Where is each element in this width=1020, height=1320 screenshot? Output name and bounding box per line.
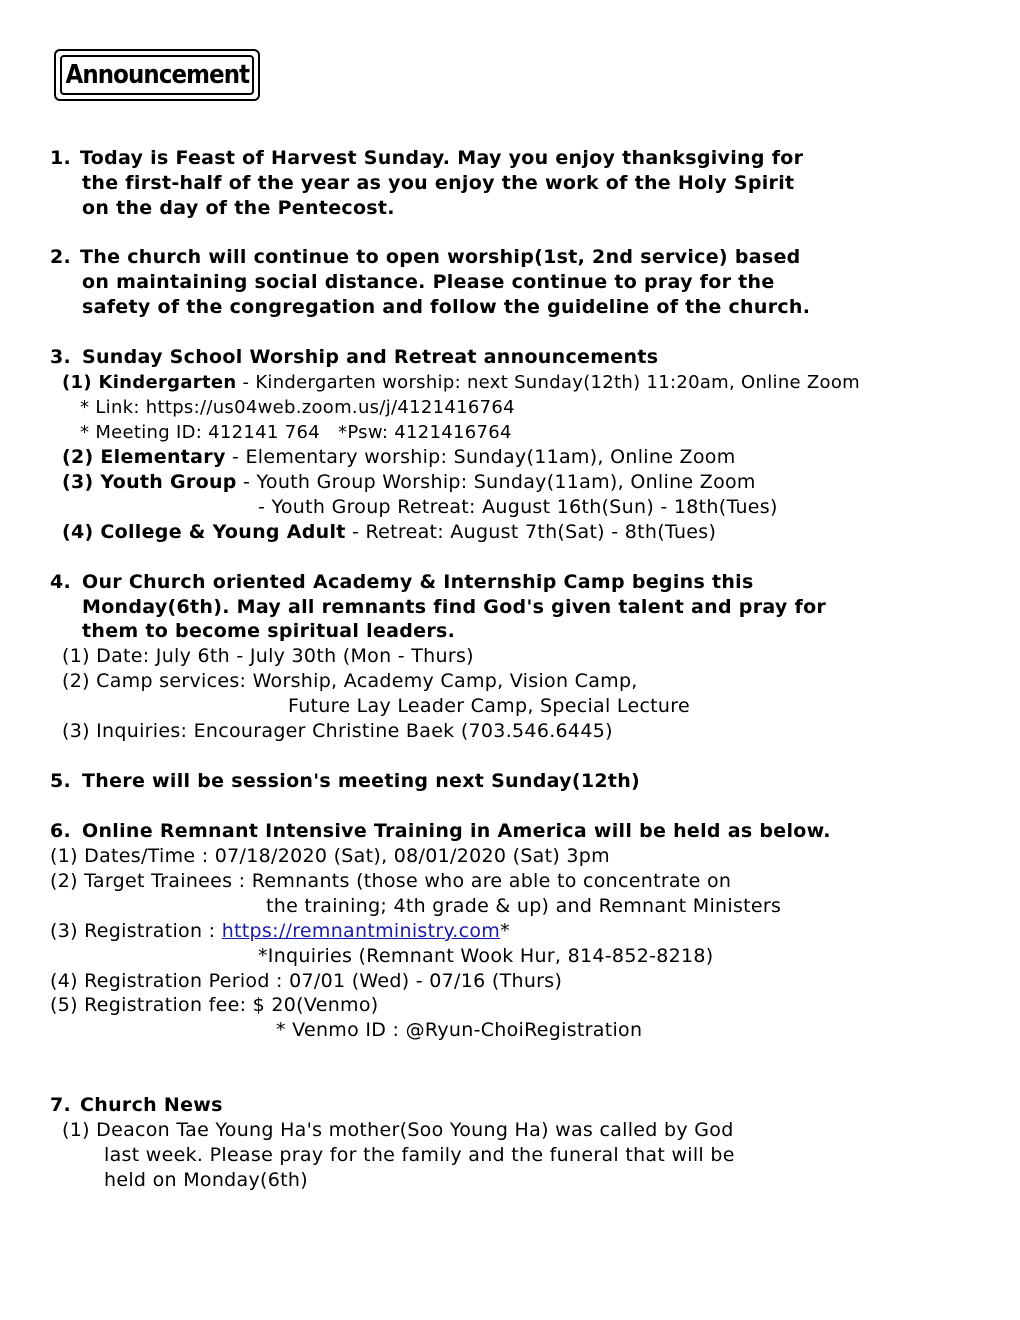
item-3-number: 3. xyxy=(50,346,72,368)
registration-label: (3) Registration : xyxy=(50,920,222,942)
camp-services-line-2: Future Lay Leader Camp, Special Lecture xyxy=(288,695,690,717)
item-7-heading: Church News xyxy=(80,1094,223,1116)
kindergarten-meeting-id-line: * Meeting ID: 412141 764 *Psw: 4121416764 xyxy=(80,422,512,443)
item-4-number: 4. xyxy=(50,571,72,593)
item-5-number: 5. xyxy=(50,770,72,792)
training-registration-line xyxy=(50,919,510,944)
training-trainees-line-2: the training; 4th grade & up) and Remnant Ministers xyxy=(266,895,782,917)
youth-retreat-line: - Youth Group Retreat: August 16th(Sun) - 18th(Tues) xyxy=(258,496,778,518)
kindergarten-line xyxy=(62,370,860,395)
kindergarten-link-line: * Link: https://us04web.zoom.us/j/4121416764 xyxy=(80,397,515,418)
training-dates-line: (1) Dates/Time : 07/18/2020 (Sat), 08/01/2020 (Sat) 3pm xyxy=(50,845,610,867)
item-7-number: 7. xyxy=(50,1094,72,1116)
page-title: Announcement xyxy=(65,60,249,90)
item-5-line-1: There will be session's meeting next Sunday(12th) xyxy=(82,770,641,792)
youth-line xyxy=(62,470,756,495)
item-2-line-2: on maintaining social distance. Please continue to pray for the xyxy=(82,271,775,293)
camp-inquiries-line: (3) Inquiries: Encourager Christine Baek (703.546.6445) xyxy=(62,720,613,742)
elementary-text: - Elementary worship: Sunday(11am), Online Zoom xyxy=(225,446,736,468)
item-4-line-2: Monday(6th). May all remnants find God's given talent and pray for xyxy=(82,596,827,618)
youth-label: (3) Youth Group xyxy=(62,471,237,493)
item-1-number: 1. xyxy=(50,147,72,169)
item-1-line-2: the first-half of the year as you enjoy the work of the Holy Spirit xyxy=(82,172,795,194)
announcement-title-box xyxy=(54,49,260,101)
college-line xyxy=(62,520,716,545)
item-4-line-3: them to become spiritual leaders. xyxy=(82,620,456,642)
church-news-line-2: last week. Please pray for the family and the funeral that will be xyxy=(104,1144,735,1166)
kindergarten-label: (1) Kindergarten xyxy=(62,372,237,393)
training-fee-line: (5) Registration fee: $ 20(Venmo) xyxy=(50,994,379,1016)
item-3-heading: Sunday School Worship and Retreat announcements xyxy=(82,346,659,368)
youth-text: - Youth Group Worship: Sunday(11am), Online Zoom xyxy=(236,471,756,493)
item-6-number: 6. xyxy=(50,820,72,842)
training-period-line: (4) Registration Period : 07/01 (Wed) - 07/16 (Thurs) xyxy=(50,970,563,992)
training-inquiries-line: *Inquiries (Remnant Wook Hur, 814-852-8218) xyxy=(258,945,714,967)
announcement-title-frame xyxy=(60,55,254,95)
item-6-line-1: Online Remnant Intensive Training in America will be held as below. xyxy=(82,820,831,842)
training-trainees-line: (2) Target Trainees : Remnants (those who are able to concentrate on xyxy=(50,870,732,892)
registration-asterisk: * xyxy=(500,920,510,942)
camp-services-line: (2) Camp services: Worship, Academy Camp, Vision Camp, xyxy=(62,670,638,692)
item-1-line-1: Today is Feast of Harvest Sunday. May you enjoy thanksgiving for xyxy=(80,147,804,169)
college-text: - Retreat: August 7th(Sat) - 8th(Tues) xyxy=(345,521,717,543)
kindergarten-text: - Kindergarten worship: next Sunday(12th) 11:20am, Online Zoom xyxy=(236,372,861,393)
camp-date-line: (1) Date: July 6th - July 30th (Mon - Thurs) xyxy=(62,645,474,667)
elementary-line xyxy=(62,445,736,470)
item-4-line-1: Our Church oriented Academy & Internship Camp begins this xyxy=(82,571,754,593)
registration-link[interactable]: https://remnantministry.com xyxy=(221,920,501,942)
church-news-line-3: held on Monday(6th) xyxy=(104,1169,308,1191)
item-2-line-3: safety of the congregation and follow the guideline of the church. xyxy=(82,296,811,318)
item-2-number: 2. xyxy=(50,246,72,268)
item-2-line-1: The church will continue to open worship(1st, 2nd service) based xyxy=(80,246,801,268)
college-label: (4) College & Young Adult xyxy=(62,521,346,543)
church-news-line-1: (1) Deacon Tae Young Ha's mother(Soo Young Ha) was called by God xyxy=(62,1119,734,1141)
venmo-id-line: * Venmo ID : @Ryun-ChoiRegistration xyxy=(276,1019,643,1041)
elementary-label: (2) Elementary xyxy=(62,446,226,468)
item-1-line-3: on the day of the Pentecost. xyxy=(82,197,395,219)
